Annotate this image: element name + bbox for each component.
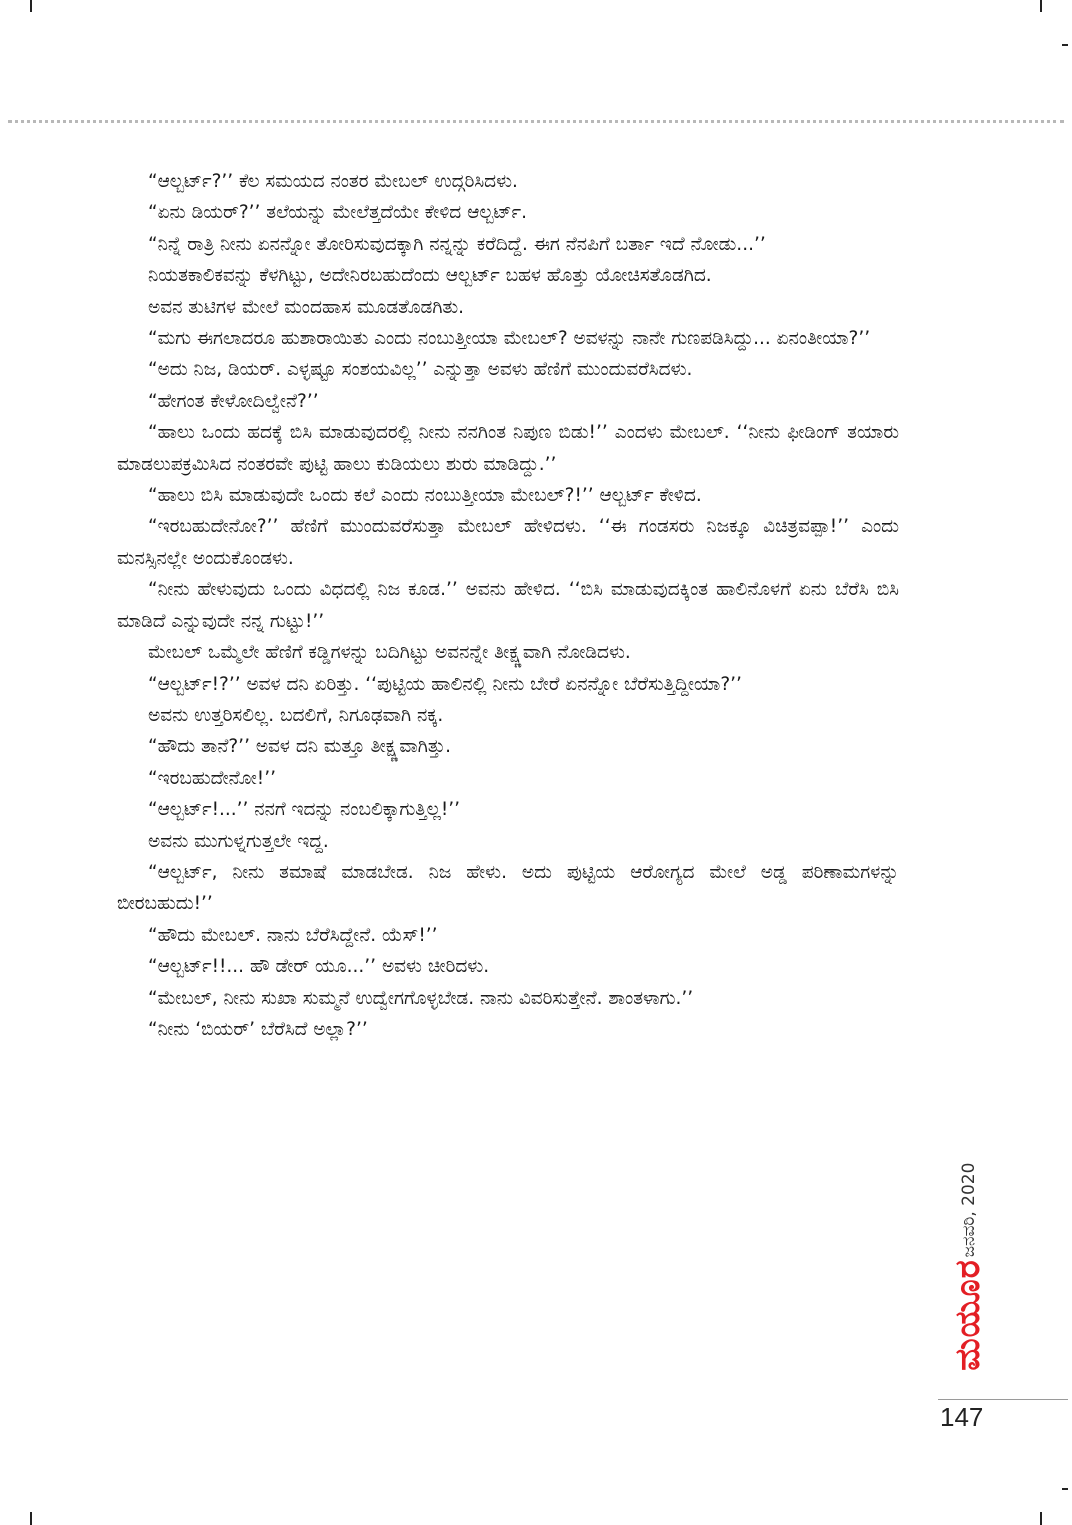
paragraph: “ಆಲ್ಬರ್ಟ್?’’ ಕೆಲ ಸಮಯದ ನಂತರ ಮೇಬಲ್ ಉದ್ಗರಿಸಿದಳು. xyxy=(148,171,518,192)
crop-mark-right-top xyxy=(1062,44,1068,46)
paragraph: “ನಿನ್ನೆ ರಾತ್ರಿ ನೀನು ಏನನ್ನೋ ತೋರಿಸುವುದಕ್ಕಾಗಿ ನನ್ನನ್ನು ಕರೆದಿದ್ದೆ. ಈಗ ನೆನಪಿಗೆ ಬರ್ತಾ ಇದೆ ನೋಡು...’’ xyxy=(148,233,766,255)
header-dotted-rule xyxy=(8,120,1064,123)
paragraph: “ಇರಬಹುದೇನೋ?’’ ಹೆಣಿಗೆ ಮುಂದುವರೆಸುತ್ತಾ ಮೇಬಲ್ ಹೇಳಿದಳು. ‘‘ಈ ಗಂಡಸರು ನಿಜಕ್ಕೂ ವಿಚಿತ್ರವಪ್ಪಾ!’’ ಎಂದು ಮನಸ್ಸಿನಲ್ಲೇ ಅಂದುಕೊಂಡಳು. xyxy=(117,516,899,569)
story-text xyxy=(117,166,899,1045)
paragraph: ಅವನ ತುಟಿಗಳ ಮೇಲೆ ಮಂದಹಾಸ ಮೂಡತೊಡಗಿತು. xyxy=(148,296,465,318)
crop-mark-bottom-right xyxy=(1040,1512,1042,1525)
paragraph: “ಏನು ಡಿಯರ್?’’ ತಲೆಯನ್ನು ಮೇಲೆತ್ತದೆಯೇ ಕೇಳಿದ ಆಲ್ಬರ್ಟ್. xyxy=(148,202,527,224)
paragraph: “ಹೌದು ತಾನೆ?’’ ಅವಳ ದನಿ ಮತ್ತೂ ತೀಕ್ಷ್ಣವಾಗಿತ್ತು. xyxy=(148,736,451,758)
paragraph: “ಆಲ್ಬರ್ಟ್!...’’ ನನಗೆ ಇದನ್ನು ನಂಬಲಿಕ್ಕಾಗುತ್ತಿಲ್ಲ!’’ xyxy=(148,799,461,821)
magazine-logo: ಮಯೂರ xyxy=(948,1259,988,1371)
crop-mark-right-bottom xyxy=(1062,1488,1068,1490)
paragraph: “ಮಗು ಈಗಲಾದರೂ ಹುಶಾರಾಯಿತು ಎಂದು ನಂಬುತ್ತೀಯಾ ಮೇಬಲ್? ಅವಳನ್ನು ನಾನೇ ಗುಣಪಡಿಸಿದ್ದು... ಏನಂತೀಯಾ?’’ xyxy=(148,328,871,350)
paragraph: “ಆಲ್ಬರ್ಟ್!!... ಹೌ ಡೇರ್ ಯೂ...’’ ಅವಳು ಚೀರಿದಳು. xyxy=(148,956,490,978)
paragraph: “ಹಾಲು ಒಂದು ಹದಕ್ಕೆ ಬಿಸಿ ಮಾಡುವುದರಲ್ಲಿ ನೀನು ನನಗಿಂತ ನಿಪುಣ ಬಿಡು!’’ ಎಂದಳು ಮೇಬಲ್. ‘‘ನೀನು ಫೀಡಿಂಗ್ ತಯಾರು ಮಾಡಲುಪಕ್ರಮಿಸಿದ ನಂತರವೇ ಪುಟ್ಟಿ ಹಾಲು ಕುಡಿಯಲು ಶುರು ಮಾಡಿದ್ದು.’’ xyxy=(117,422,899,475)
paragraph: ಅವನು ಉತ್ತರಿಸಲಿಲ್ಲ. ಬದಲಿಗೆ, ನಿಗೂಢವಾಗಿ ನಕ್ಕ. xyxy=(148,704,444,726)
page-number-rule xyxy=(938,1399,1068,1400)
paragraph: “ಆಲ್ಬರ್ಟ್!?’’ ಅವಳ ದನಿ ಏರಿತ್ತು. ‘‘ಪುಟ್ಟಿಯ ಹಾಲಿನಲ್ಲಿ ನೀನು ಬೇರೆ ಏನನ್ನೋ ಬೆರೆಸುತ್ತಿದ್ದೀಯಾ?’’ xyxy=(148,673,742,695)
crop-mark-bottom-left xyxy=(30,1512,32,1525)
paragraph: “ನೀನು ‘ಬಿಯರ್’ ಬೆರೆಸಿದೆ ಅಲ್ಲಾ?’’ xyxy=(148,1018,368,1040)
crop-mark-top-left xyxy=(30,0,32,12)
paragraph: “ಹೌದು ಮೇಬಲ್. ನಾನು ಬೆರೆಸಿದ್ದೇನೆ. ಯೆಸ್!’’ xyxy=(148,924,438,946)
paragraph: ಅವನು ಮುಗುಳ್ನಗುತ್ತಲೇ ಇದ್ದ. xyxy=(148,830,329,852)
paragraph: “ಅದು ನಿಜ, ಡಿಯರ್. ಎಳ್ಳಷ್ಟೂ ಸಂಶಯವಿಲ್ಲ’’ ಎನ್ನುತ್ತಾ ಅವಳು ಹೆಣಿಗೆ ಮುಂದುವರೆಸಿದಳು. xyxy=(148,359,693,381)
crop-mark-top-right xyxy=(1040,0,1042,12)
paragraph: ಮೇಬಲ್ ಒಮ್ಮೆಲೇ ಹೆಣಿಗೆ ಕಡ್ಡಿಗಳನ್ನು ಬದಿಗಿಟ್ಟು ಅವನನ್ನೇ ತೀಕ್ಷ್ಣವಾಗಿ ನೋಡಿದಳು. xyxy=(148,642,631,664)
paragraph: “ಆಲ್ಬರ್ಟ್, ನೀನು ತಮಾಷೆ ಮಾಡಬೇಡ. ನಿಜ ಹೇಳು. ಅದು ಪುಟ್ಟಿಯ ಆರೋಗ್ಯದ ಮೇಲೆ ಅಡ್ಡ ಪರಿಣಾಮಗಳನ್ನು ಬೀರಬಹುದು!’’ xyxy=(117,861,899,915)
paragraph: “ಇರಬಹುದೇನೋ!’’ xyxy=(148,767,276,789)
paragraph: “ಹಾಲು ಬಿಸಿ ಮಾಡುವುದೇ ಒಂದು ಕಲೆ ಎಂದು ನಂಬುತ್ತೀಯಾ ಮೇಬಲ್?!’’ ಆಲ್ಬರ್ಟ್ ಕೇಳಿದ. xyxy=(148,485,702,507)
paragraph: “ಮೇಬಲ್, ನೀನು ಸುಖಾ ಸುಮ್ಮನೆ ಉದ್ವೇಗಗೊಳ್ಳಬೇಡ. ನಾನು ವಿವರಿಸುತ್ತೇನೆ. ಶಾಂತಳಾಗು.’’ xyxy=(148,987,694,1009)
paragraph: “ಹೇಗಂತ ಕೇಳೋದಿಲ್ವೇನೆ?’’ xyxy=(148,390,319,412)
issue-date: ಜನವರಿ, 2020 xyxy=(959,1162,979,1258)
paragraph: “ನೀನು ಹೇಳುವುದು ಒಂದು ವಿಧದಲ್ಲಿ ನಿಜ ಕೂಡ.’’ ಅವನು ಹೇಳಿದ. ‘‘ಬಿಸಿ ಮಾಡುವುದಕ್ಕಿಂತ ಹಾಲಿನೊಳಗೆ ಏನು ಬೆರೆಸಿ ಬಿಸಿ ಮಾಡಿದೆ ಎನ್ನುವುದೇ ನನ್ನ ಗುಟ್ಟು!’’ xyxy=(117,579,899,632)
page-number: 147 xyxy=(940,1402,984,1432)
paragraph: ನಿಯತಕಾಲಿಕವನ್ನು ಕೆಳಗಿಟ್ಟು, ಅದೇನಿರಬಹುದೆಂದು ಆಲ್ಬರ್ಟ್ ಬಹಳ ಹೊತ್ತು ಯೋಚಿಸತೊಡಗಿದ. xyxy=(148,265,712,287)
